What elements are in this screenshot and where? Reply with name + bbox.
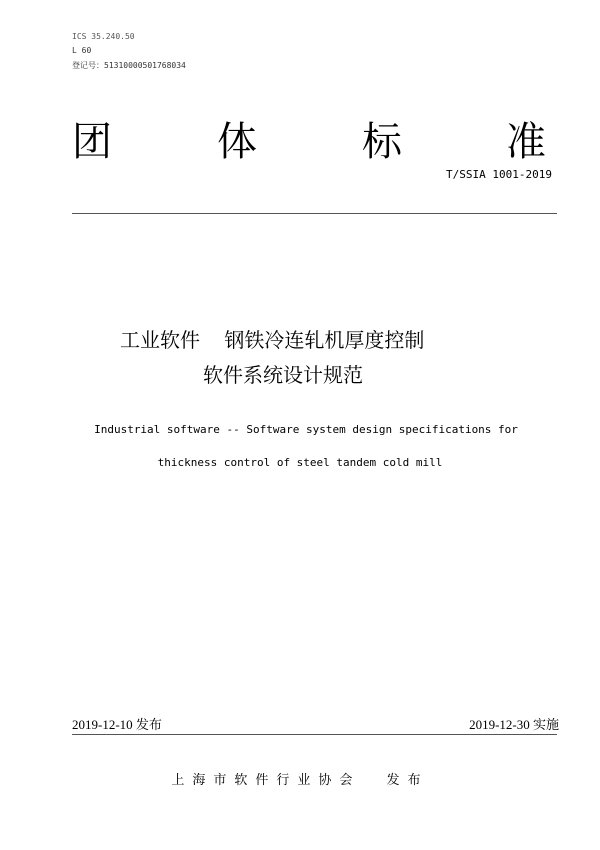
standard-type-char-3: 标 — [362, 119, 402, 165]
implementation-date: 2019-12-30 实施 — [469, 717, 559, 732]
standard-type-char-1: 团 — [72, 119, 112, 165]
header-divider — [72, 213, 557, 214]
footer-divider — [72, 734, 557, 735]
standard-code: T/SSIA 1001-2019 — [446, 168, 552, 181]
chinese-title-line-2: 软件系统设计规范 — [203, 363, 363, 387]
english-title-line-2: thickness control of steel tandem cold mill — [157, 456, 443, 469]
ccs-code: L 60 — [72, 46, 92, 55]
issue-date: 2019-12-10 发布 — [72, 717, 162, 732]
english-title-line-1: Industrial software -- Software system design specifications for — [94, 423, 518, 436]
publisher: 上海市软件行业协会 发布 — [171, 773, 429, 788]
registration-number: 登记号：51310000501768034 — [72, 61, 186, 70]
standard-type-char-2: 体 — [217, 119, 257, 165]
ics-code: ICS 35.240.50 — [72, 32, 135, 41]
standard-type-char-4: 准 — [506, 119, 546, 165]
chinese-title-line-1: 工业软件 钢铁冷连轧机厚度控制 — [120, 328, 425, 352]
